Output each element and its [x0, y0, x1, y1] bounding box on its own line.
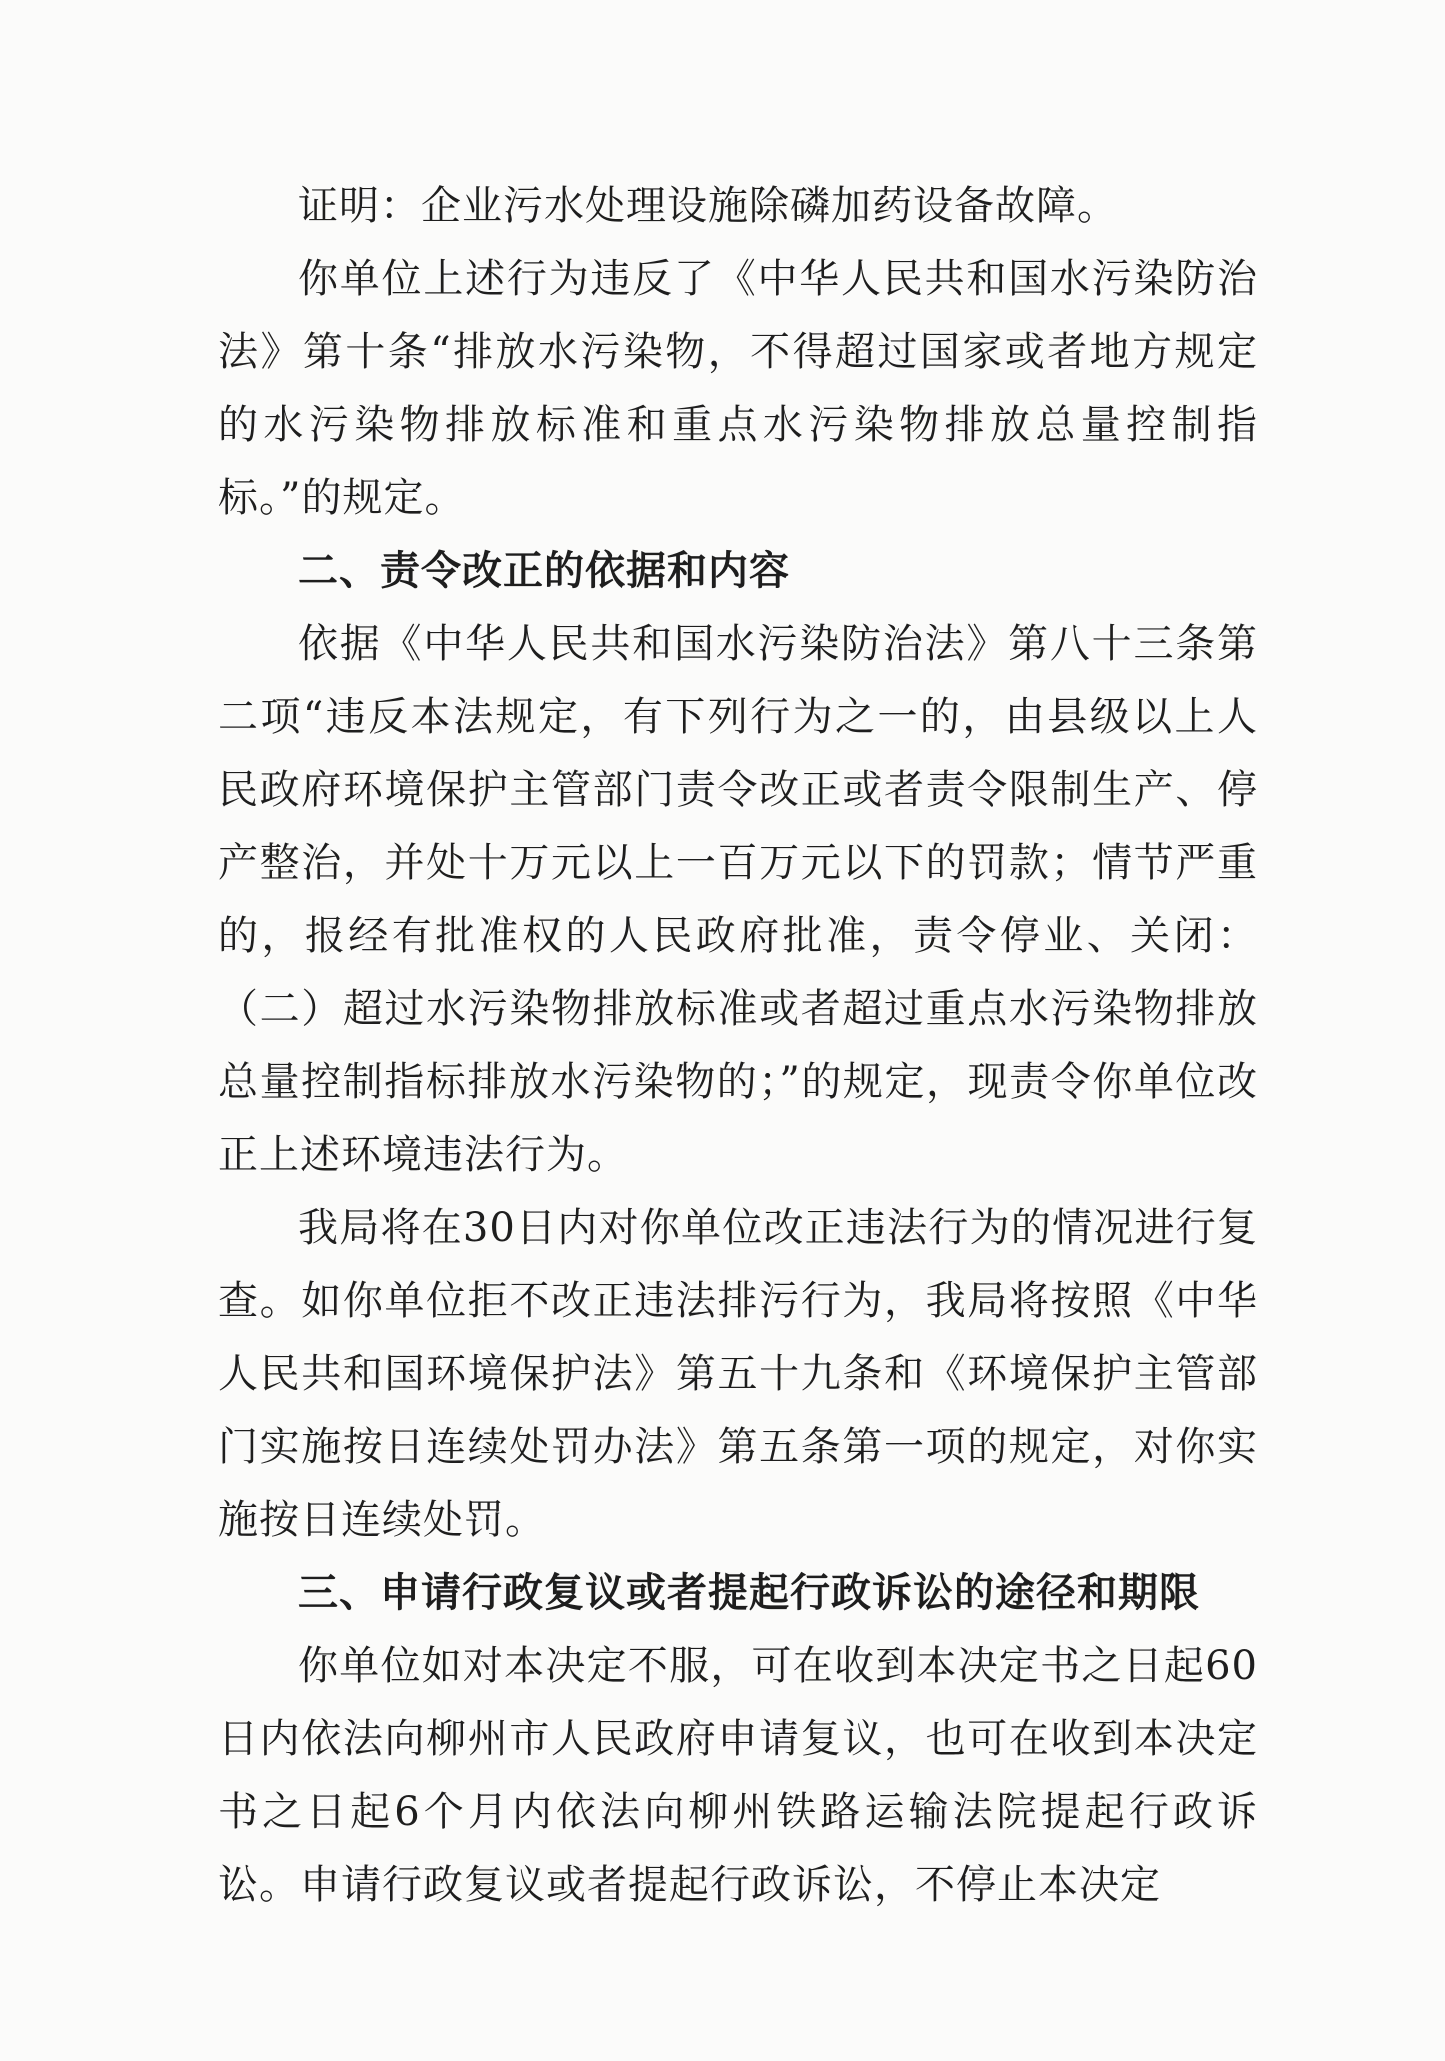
- proof-paragraph: 证明：企业污水处理设施除磷加药设备故障。: [298, 183, 1118, 229]
- review-paragraph: 我局将在30日内对你单位改正违法行为的情况进行复查。如你单位拒不改正违法排污行为，我局将按照《中华人民共和国环境保护法》第五十九条和《环境保护主管部门实施按日连续处罚办法》第五条第一项的规定，对你实施按日连续处罚。: [218, 1205, 1258, 1543]
- appeal-paragraph: 你单位如对本决定不服，可在收到本决定书之日起60日内依法向柳州市人民政府申请复议，也可在收到本决定书之日起6个月内依法向柳州铁路运输法院提起行政诉讼。申请行政复议或者提起行政诉讼，不停止本决定: [218, 1643, 1258, 1908]
- section-heading-appeal: 三、申请行政复议或者提起行政诉讼的途径和期限: [298, 1570, 1200, 1616]
- document-body: [218, 170, 1258, 1922]
- violation-paragraph: 你单位上述行为违反了《中华人民共和国水污染防治法》第十条“排放水污染物，不得超过国家或者地方规定的水污染物排放标准和重点水污染物排放总量控制指标。”的规定。: [218, 256, 1258, 521]
- section-heading-correction: 二、责令改正的依据和内容: [298, 548, 790, 594]
- correction-basis-paragraph: 依据《中华人民共和国水污染防治法》第八十三条第二项“违反本法规定，有下列行为之一的，由县级以上人民政府环境保护主管部门责令改正或者责令限制生产、停产整治，并处十万元以上一百万元以下的罚款；情节严重的，报经有批准权的人民政府批准，责令停业、关闭：（二）超过水污染物排放标准或者超过重点水污染物排放总量控制指标排放水污染物的；”的规定，现责令你单位改正上述环境违法行为。: [218, 621, 1258, 1178]
